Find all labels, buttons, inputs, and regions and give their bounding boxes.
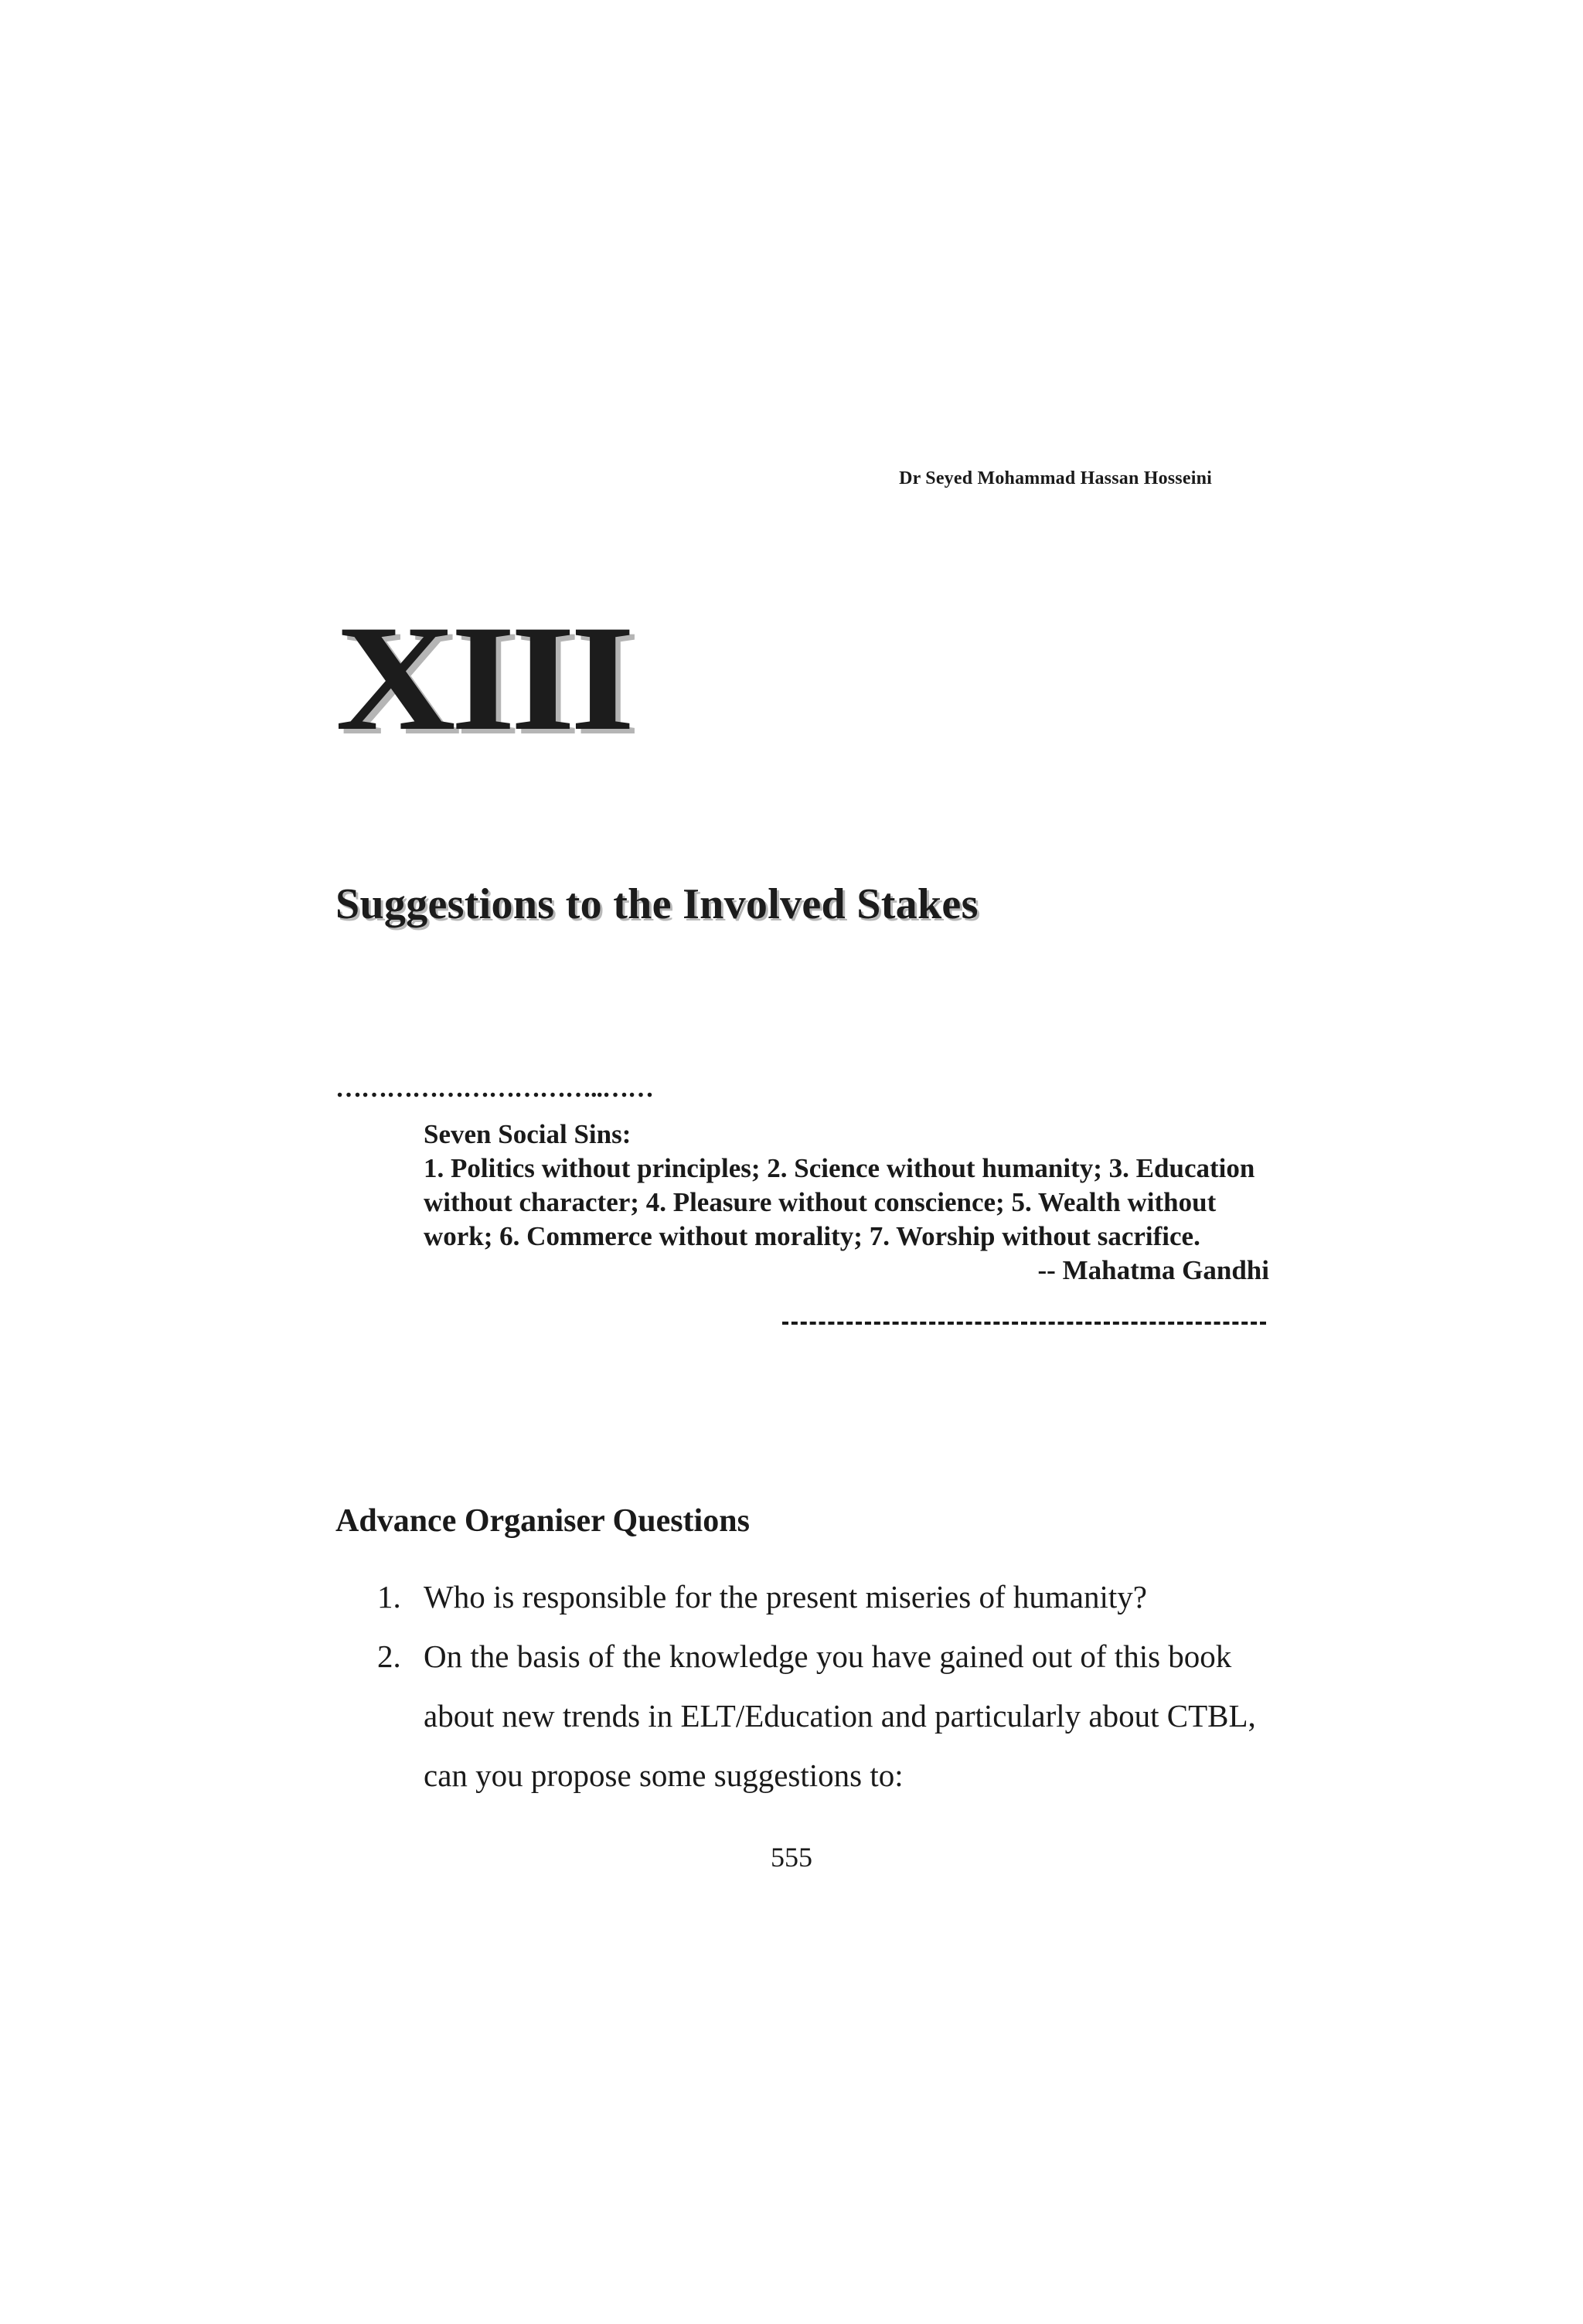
list-item <box>377 1567 1274 1627</box>
epigraph-heading: Seven Social Sins: <box>424 1119 631 1149</box>
chapter-number: XIII <box>335 594 631 762</box>
list-item <box>377 1627 1274 1805</box>
epigraph-attribution: -- Mahatma Gandhi <box>1037 1255 1269 1285</box>
epigraph-bottom-rule <box>782 1322 1266 1325</box>
chapter-title: Suggestions to the Involved Stakes <box>335 880 979 928</box>
section-heading: Advance Organiser Questions <box>335 1503 750 1539</box>
question-text: On the basis of the knowledge you have gained out of this book about new trends in ELT/Education and particularly about CTBL, can you propose some suggestions to: <box>424 1638 1256 1793</box>
question-text: Who is responsible for the present miseries of humanity? <box>424 1579 1147 1615</box>
author-name: Dr Seyed Mohammad Hassan Hosseini <box>899 468 1212 488</box>
epigraph-body: 1. Politics without principles; 2. Science without humanity; 3. Education without character; 4. Pleasure without conscience; 5. Wealth without work; 6. Commerce without morality; 7. Worship without sacrifice. <box>424 1153 1255 1251</box>
page-number: 555 <box>771 1842 812 1873</box>
question-number: 1. <box>377 1579 401 1615</box>
epigraph-top-rule: …………………………..…… <box>335 1074 653 1103</box>
epigraph <box>424 1118 1269 1288</box>
question-list <box>377 1567 1274 1805</box>
question-number: 2. <box>377 1638 401 1674</box>
